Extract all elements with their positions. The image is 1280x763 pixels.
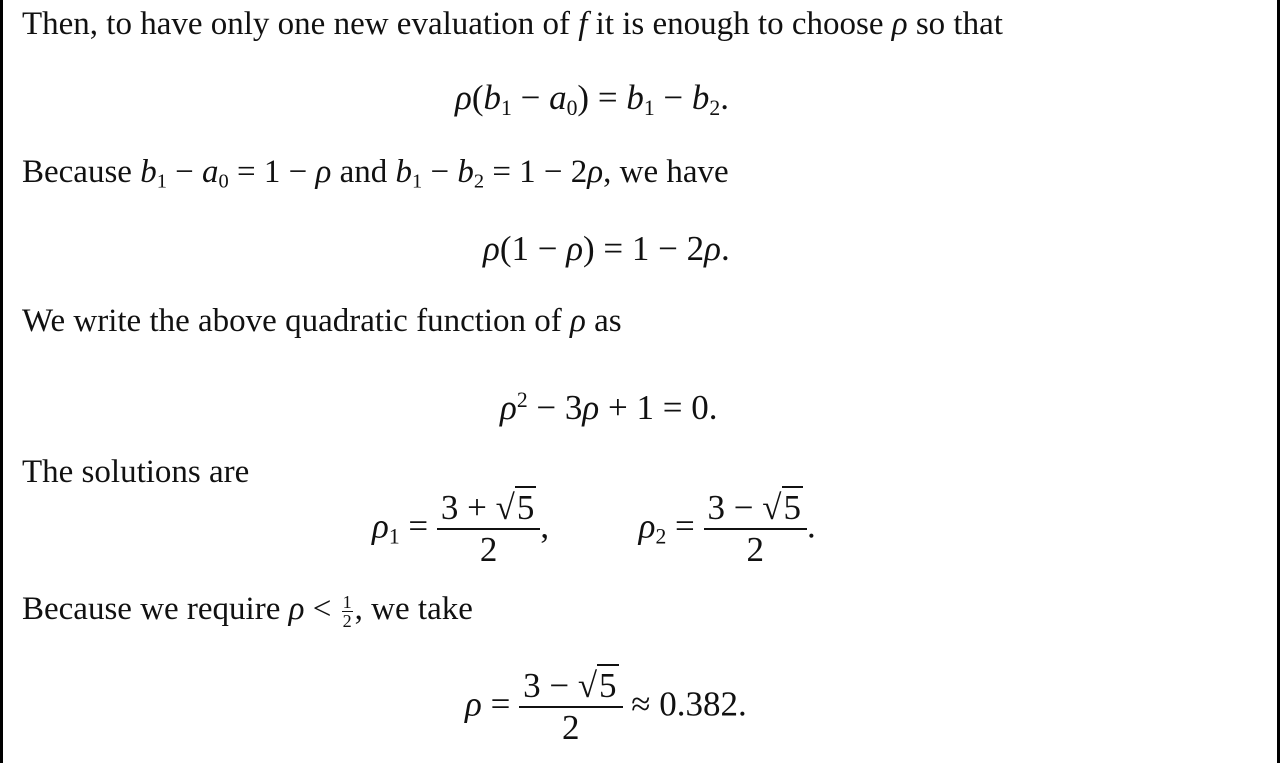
subscript: 2 — [473, 170, 485, 193]
equation-golden-ratio-result — [465, 666, 747, 749]
approx-value: ≈ 0.382. — [622, 684, 747, 724]
text-fragment: The solutions are — [22, 454, 250, 490]
operator-equals: = — [589, 78, 627, 117]
equation-rho-interval — [455, 76, 729, 130]
symbol-rho: ρ — [465, 684, 482, 724]
text-fragment: as — [594, 303, 622, 339]
subscript: 1 — [643, 96, 655, 121]
sqrt-symbol: √ — [577, 666, 598, 705]
symbol-rho: ρ — [891, 6, 908, 42]
expression: ) = 1 − 2 — [583, 229, 705, 268]
symbol-a: a — [202, 154, 219, 190]
equation-solutions — [372, 488, 816, 571]
text-fragment: , we take — [354, 591, 473, 627]
expression: 3 − — [523, 666, 578, 705]
superscript: 2 — [516, 388, 528, 412]
fraction-denominator: 2 — [342, 611, 352, 632]
fraction-denominator: 2 — [746, 530, 765, 570]
symbol-b: b — [691, 78, 710, 117]
text-line-require — [22, 589, 473, 630]
period: . — [720, 229, 730, 268]
operator-equals: = — [481, 684, 520, 724]
operator-equals: = — [666, 506, 704, 546]
symbol-b: b — [626, 78, 644, 117]
period: . — [807, 506, 816, 546]
symbol-b: b — [140, 154, 157, 190]
subscript: 1 — [412, 170, 423, 193]
period: . — [720, 78, 729, 117]
operator-minus: − — [654, 78, 692, 117]
equation-quadratic — [500, 378, 717, 430]
fraction-denominator: 2 — [562, 708, 580, 748]
page-left-edge — [0, 0, 3, 763]
symbol-b: b — [483, 78, 501, 117]
comma: , — [540, 506, 550, 546]
symbol-rho: ρ — [570, 303, 586, 339]
symbol-b: b — [395, 154, 412, 190]
subscript: 0 — [218, 170, 229, 193]
subscript: 1 — [500, 96, 512, 121]
fraction-rho2 — [704, 488, 807, 571]
text-fragment: Because — [22, 154, 132, 190]
expression: + 1 = 0. — [599, 387, 718, 427]
operator-minus: − — [422, 154, 458, 190]
text-fragment: it is enough to choose — [595, 6, 884, 42]
sqrt-radicand: 5 — [783, 488, 801, 527]
text-fragment: We write the above quadratic function of — [22, 303, 562, 339]
symbol-b: b — [457, 154, 474, 190]
text-line-quadratic — [22, 301, 622, 341]
sqrt-symbol: √ — [495, 488, 515, 527]
subscript: 1 — [156, 170, 167, 193]
expression: − 3 — [527, 387, 583, 427]
text-fragment: , we have — [603, 154, 729, 190]
symbol-rho: ρ — [566, 229, 584, 268]
text-line-solutions — [22, 452, 249, 492]
symbol-rho: ρ — [483, 229, 500, 268]
symbol-rho: ρ — [704, 229, 721, 268]
sqrt-radicand: 5 — [599, 666, 617, 705]
expression: 3 + — [440, 488, 496, 527]
symbol-rho: ρ — [288, 591, 305, 627]
operator-minus: − — [511, 78, 550, 117]
paren-open: ( — [471, 78, 484, 117]
symbol-a: a — [549, 78, 567, 117]
subscript: 2 — [709, 96, 721, 121]
fraction-numerator — [437, 488, 540, 530]
symbol-rho: ρ — [638, 506, 656, 546]
text-fragment: Then, to have only one new evaluation of — [22, 6, 570, 42]
sqrt-symbol: √ — [762, 488, 782, 527]
text-fragment: Because we require — [22, 591, 281, 627]
fraction-numerator — [704, 488, 807, 530]
operator-less-than: < — [304, 591, 340, 627]
expression: 3 − — [707, 488, 763, 527]
fraction-result — [519, 666, 622, 749]
sqrt-radicand: 5 — [516, 488, 535, 527]
text-fragment: so that — [915, 6, 1003, 42]
expression: = 1 − 2 — [484, 154, 588, 190]
text-fragment: and — [331, 154, 396, 190]
symbol-f: f — [578, 6, 588, 42]
symbol-rho: ρ — [500, 387, 517, 427]
symbol-rho: ρ — [455, 78, 472, 117]
text-line-choose-rho — [22, 4, 1003, 44]
symbol-rho: ρ — [582, 387, 600, 427]
symbol-rho: ρ — [372, 506, 389, 546]
expression: = 1 − — [228, 154, 316, 190]
subscript: 1 — [388, 524, 400, 549]
equation-rho-quadratic-form — [483, 227, 730, 271]
operator-equals: = — [399, 506, 437, 546]
paren-close: ) — [577, 78, 590, 117]
text-line-because — [22, 152, 729, 202]
expression: (1 − — [499, 229, 567, 268]
fraction-rho1 — [437, 488, 540, 571]
symbol-rho: ρ — [587, 154, 604, 190]
subscript: 0 — [566, 96, 578, 121]
fraction-denominator: 2 — [479, 530, 498, 570]
subscript: 2 — [655, 524, 667, 549]
fraction-numerator: 1 — [342, 592, 352, 612]
symbol-rho: ρ — [315, 154, 332, 190]
fraction-numerator — [519, 666, 622, 708]
operator-minus: − — [166, 154, 203, 190]
fraction-one-half — [342, 593, 353, 630]
